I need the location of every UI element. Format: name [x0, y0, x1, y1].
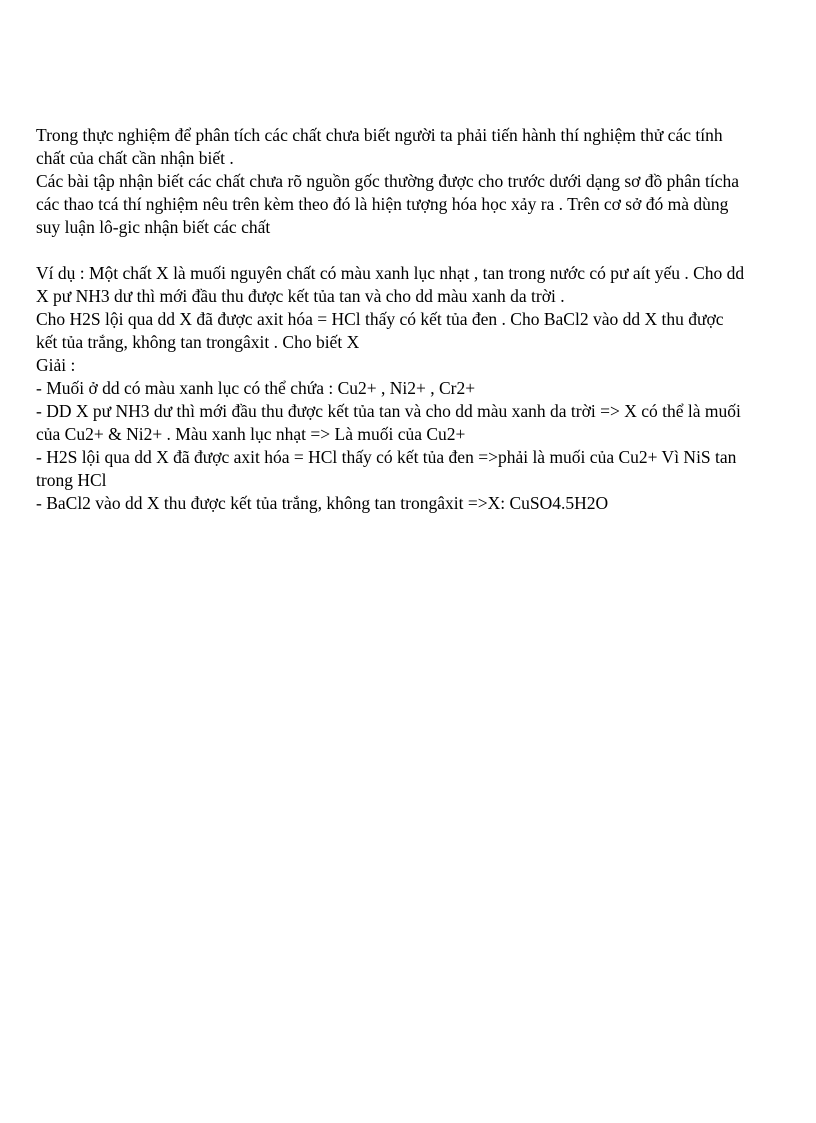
text-line: suy luận lô-gic nhận biết các chất	[36, 217, 271, 237]
text-line: Ví dụ : Một chất X là muối nguyên chất có màu xanh lục nhạt , tan trong nước có pư aít yếu . Cho dd	[36, 263, 745, 283]
text-line: Các bài tập nhận biết các chất chưa rõ nguồn gốc thường được cho trước dưới dạng sơ đồ phân tícha	[36, 171, 740, 191]
text-line: - DD X pư NH3 dư thì mới đầu thu được kết tủa tan và cho dd màu xanh da trời => X có thể là muối	[36, 401, 741, 421]
text-line: chất của chất cần nhận biết .	[36, 148, 234, 168]
text-line: - H2S lội qua dd X đã được axit hóa = HCl thấy có kết tủa đen =>phải là muối của Cu2+ Vì NiS tan	[36, 447, 737, 467]
text-line: các thao tcá thí nghiệm nêu trên kèm theo đó là hiện tượng hóa học xảy ra . Trên cơ sở đó mà dùng	[36, 194, 729, 214]
document-body	[36, 124, 796, 515]
intro-paragraph	[36, 124, 796, 239]
text-line: - Muối ở dd có màu xanh lục có thể chứa : Cu2+ , Ni2+ , Cr2+	[36, 378, 476, 398]
text-line: X pư NH3 dư thì mới đầu thu được kết tủa tan và cho dd màu xanh da trời .	[36, 286, 565, 306]
text-line: trong HCl	[36, 470, 107, 490]
paragraph-gap	[36, 239, 796, 262]
text-line: - BaCl2 vào dd X thu được kết tủa trắng, không tan trongâxit =>X: CuSO4.5H2O	[36, 493, 609, 513]
example-section	[36, 262, 796, 515]
text-line: Cho H2S lội qua dd X đã được axit hóa = HCl thấy có kết tủa đen . Cho BaCl2 vào dd X thu được	[36, 309, 724, 329]
text-line: Trong thực nghiệm để phân tích các chất chưa biết người ta phải tiến hành thí nghiệm thử các tính	[36, 125, 723, 145]
text-line: kết tủa trắng, không tan trongâxit . Cho biết X	[36, 332, 360, 352]
solution-heading: Giải :	[36, 355, 76, 375]
text-line: của Cu2+ & Ni2+ . Màu xanh lục nhạt => Là muối của Cu2+	[36, 424, 466, 444]
